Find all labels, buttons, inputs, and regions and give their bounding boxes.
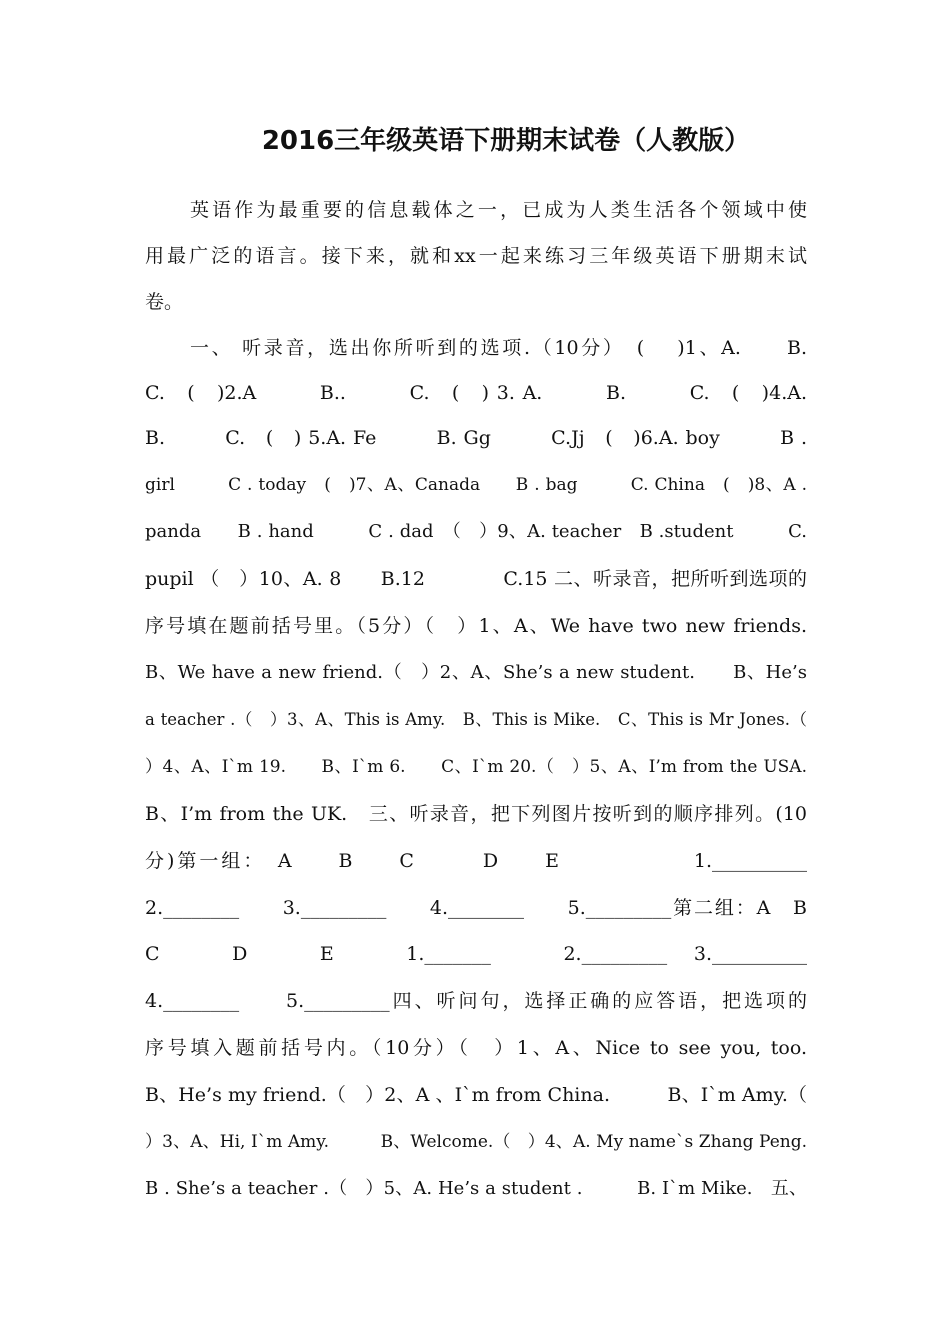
text-line: C D E 1._______ 2._________ 3.__________ [145, 943, 807, 965]
text-line: 4.________ 5._________四、听问句，选择正确的应答语，把选项的 [145, 990, 807, 1012]
text-line: ）3、A、Hi, I`m Amy. B、Welcome.（ ）4、A. My name`s Zhang Peng. [145, 1132, 807, 1152]
document-title: 2016三年级英语下册期末试卷（人教版） [261, 126, 751, 156]
text-line: B、We have a new friend.（ ）2、A、She’s a new student. B、He’s [145, 662, 807, 683]
text-line: panda B . hand C . dad （ ）9、A. teacher B .student C. [145, 521, 807, 542]
text-line: B、I’m from the UK. 三、听录音，把下列图片按听到的顺序排列。(10 [145, 803, 807, 825]
text-line: ）4、A、I`m 19. B、I`m 6. C、I`m 20.（ ）5、A、I’m from the USA. [145, 757, 807, 777]
intro-line-3: 卷。 [145, 291, 184, 313]
text-line: 分)第一组： A B C D E 1.__________ [145, 850, 807, 872]
text-line: B. C. ( ) 5.A. Fe B. Gg C.Jj ( )6.A. boy B . [145, 427, 807, 449]
text-line: 序号填在题前括号里。（5分）（ ）1、A、We have two new friends. [145, 615, 807, 637]
text-line: B . She’s a teacher .（ ）5、A. He’s a student . B. I`m Mike. 五、 [145, 1178, 807, 1199]
text-line: pupil （ ）10、A. 8 B.12 C.15 二、听录音，把所听到选项的 [145, 568, 807, 590]
text-line: a teacher .（ ）3、A、This is Amy. B、This is Mike. C、This is Mr Jones.（ [145, 710, 807, 729]
intro-line-2: 用最广泛的语言。接下来，就和xx一起来练习三年级英语下册期末试 [145, 245, 807, 267]
text-line: 一、 听录音，选出你所听到的选项.（10分） ( )1、A. B. [190, 337, 807, 359]
text-line: C. ( )2.A B.. C. ( ) 3. A. B. C. ( )4.A. [145, 382, 807, 404]
text-line: B、He’s my friend.（ ）2、A 、I`m from China. B、I`m Amy.（ [145, 1084, 807, 1106]
text-line: girl C . today ( )7、A、Canada B . bag C. China ( )8、A . [145, 475, 807, 495]
intro-line-1: 英语作为最重要的信息载体之一，已成为人类生活各个领域中使 [190, 199, 807, 221]
text-line: 序号填入题前括号内。（10分）（ ）1、A、Nice to see you, too. [145, 1037, 807, 1059]
text-line: 2.________ 3._________ 4.________ 5._________第二组：A B [145, 897, 807, 919]
